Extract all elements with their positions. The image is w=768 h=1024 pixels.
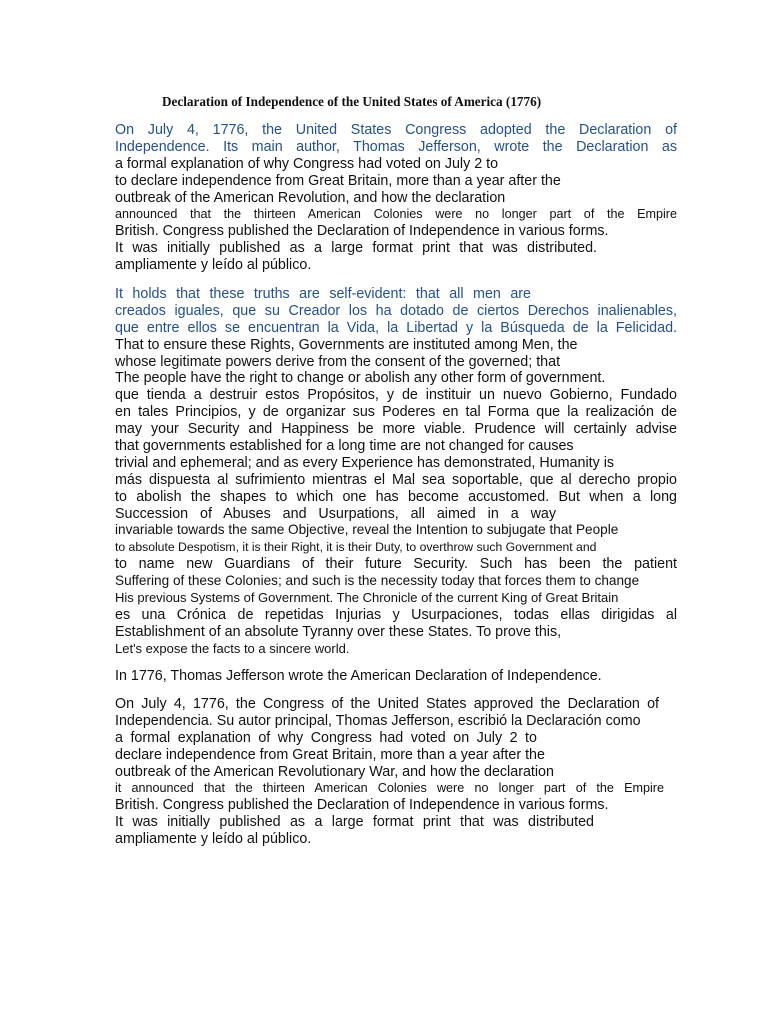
paragraph-2-line: may your Security and Happiness be more viable. Prudence will certainly advise	[115, 421, 677, 438]
paragraph-1-line: British. Congress published the Declaration of Independence in various forms.	[115, 223, 609, 240]
paragraph-2	[115, 286, 677, 658]
paragraph-1-line: ampliamente y leído al público.	[115, 257, 312, 274]
paragraph-4-line: declare independence from Great Britain, more than a year after the	[115, 746, 545, 763]
paragraph-3	[115, 668, 677, 685]
paragraph-1-line: announced that the thirteen American Colonies were no longer part of the Empire	[115, 207, 677, 222]
paragraph-4-line: ampliamente y leído al público.	[115, 831, 312, 848]
paragraph-2-line: que entre ellos se encuentran la Vida, la Libertad y la Búsqueda de la Felicidad.	[115, 319, 677, 336]
paragraph-1-line: to declare independence from Great Britain, more than a year after the	[115, 172, 561, 189]
paragraph-4-line: outbreak of the American Revolutionary War, and how the declaration	[115, 763, 554, 780]
paragraph-4-line: British. Congress published the Declaration of Independence in various forms.	[115, 797, 609, 814]
paragraph-2-line: Succession of Abuses and Usurpations, all aimed in a way	[115, 505, 556, 522]
paragraph-2-line: Let's expose the facts to a sincere world.	[115, 640, 350, 656]
paragraph-2-line: creados iguales, que su Creador los ha dotado de ciertos Derechos inalienables,	[115, 302, 677, 319]
paragraph-1-line: It was initially published as a large format print that was distributed.	[115, 240, 597, 257]
paragraph-2-line: es una Crónica de repetidas Injurias y Usurpaciones, todas ellas dirigidas al	[115, 606, 677, 623]
paragraph-2-line: to name new Guardians of their future Security. Such has been the patient	[115, 556, 677, 573]
paragraph-4-line: it announced that the thirteen American Colonies were no longer part of the Empire	[115, 781, 664, 796]
paragraph-2-line: whose legitimate powers derive from the consent of the governed; that	[115, 353, 561, 370]
paragraph-4-line: It was initially published as a large format print that was distributed	[115, 814, 594, 831]
document-title: Declaration of Independence of the United States of America (1776)	[162, 94, 542, 109]
paragraph-2-line: to absolute Despotism, it is their Right, it is their Duty, to overthrow such Government and	[115, 540, 597, 555]
paragraph-2-line: que tienda a destruir estos Propósitos, y de instituir un nuevo Gobierno, Fundado	[115, 387, 677, 404]
paragraph-2-line: invariable towards the same Objective, reveal the Intention to subjugate that People	[115, 522, 619, 538]
paragraph-2-line: That to ensure these Rights, Governments are instituted among Men, the	[115, 336, 578, 353]
paragraph-2-line: en tales Principios, y de organizar sus Poderes en tal Forma que la realización de	[115, 404, 677, 421]
paragraph-4-line: On July 4, 1776, the Congress of the United States approved the Declaration of	[115, 696, 659, 712]
paragraph-2-line: His previous Systems of Government. The Chronicle of the current King of Great Britain	[115, 590, 619, 606]
paragraph-4-line: Independencia. Su autor principal, Thomas Jefferson, escribió la Declaración como	[115, 712, 641, 729]
paragraph-2-line: that governments established for a long time are not changed for causes	[115, 438, 574, 455]
paragraph-2-line: It holds that these truths are self-evident: that all men are	[115, 286, 531, 302]
paragraph-1-line: outbreak of the American Revolution, and how the declaration	[115, 189, 506, 206]
paragraph-1	[115, 122, 677, 274]
paragraph-2-line: The people have the right to change or abolish any other form of government.	[115, 370, 606, 387]
paragraph-2-line: trivial and ephemeral; and as every Experience has demonstrated, Humanity is	[115, 454, 615, 471]
paragraph-2-line: to abolish the shapes to which one has become accustomed. But when a long	[115, 488, 677, 505]
paragraph-1-line: Independence. Its main author, Thomas Jefferson, wrote the Declaration as	[115, 138, 677, 155]
paragraph-3-line: In 1776, Thomas Jefferson wrote the American Declaration of Independence.	[115, 668, 602, 684]
paragraph-2-line: Suffering of these Colonies; and such is the necessity today that forces them to change	[115, 573, 640, 589]
paragraph-2-line: más dispuesta al sufrimiento mientras el Mal sea soportable, que al derecho propio	[115, 471, 677, 488]
paragraph-1-line: a formal explanation of why Congress had voted on July 2 to	[115, 155, 499, 172]
paragraph-4-line: a formal explanation of why Congress had voted on July 2 to	[115, 729, 537, 746]
paragraph-2-line: Establishment of an absolute Tyranny over these States. To prove this,	[115, 623, 562, 640]
paragraph-1-line: On July 4, 1776, the United States Congress adopted the Declaration of	[115, 122, 677, 138]
paragraph-4	[115, 696, 677, 848]
